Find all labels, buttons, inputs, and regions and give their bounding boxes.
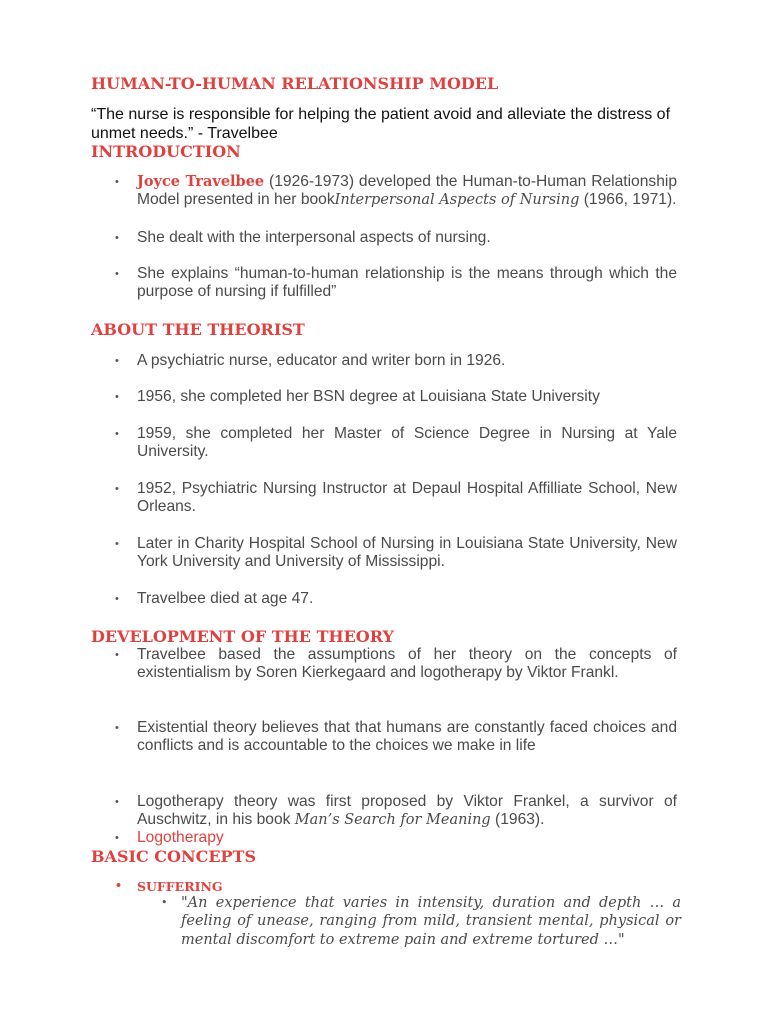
bullet: • — [115, 391, 119, 403]
heading-basic-concepts: BASIC CONCEPTS — [91, 847, 256, 866]
list-item — [115, 829, 677, 847]
list-item-text: Logotherapy theory was first proposed by Viktor Frankel, a survivor of Auschwitz, in his book — [137, 793, 677, 829]
definition-text: "An experience that varies in intensity, duration and depth … a feeling of unease, ranging from mild, transient mental, physical or mental discomfort to extreme pain and extreme tortured …" — [181, 895, 681, 948]
bullet: • — [115, 538, 119, 550]
list-item — [115, 425, 677, 462]
list-item-text: Later in Charity Hospital School of Nursing in Louisiana State University, New York University and University of Mississippi. — [137, 535, 677, 571]
list-item-text: (1926-1973) developed the Human-to-Human Relationship Model presented in her book — [137, 173, 678, 209]
list-item — [115, 388, 677, 406]
bullet: • — [115, 649, 119, 661]
heading-development-of-the-theory: DEVELOPMENT OF THE THEORY — [91, 627, 394, 646]
list-item-text: Existential theory believes that that humans are constantly faced choices and conflicts and is accountable to the choices we make in life — [137, 719, 677, 755]
list-item-text: 1959, she completed her Master of Science Degree in Nursing at Yale University. — [137, 425, 677, 461]
bullet: • — [115, 879, 123, 892]
bullet: • — [115, 722, 119, 734]
list-item-text: She dealt with the interpersonal aspects of nursing. — [137, 229, 491, 246]
list-item — [115, 719, 677, 756]
bullet: • — [115, 176, 119, 188]
list-item — [115, 646, 677, 683]
list-item-text: Travelbee based the assumptions of her theory on the concepts of existentialism by Soren Kierkegaard and logotherapy by Viktor Frankl. — [137, 646, 677, 682]
list-item-text: 1952, Psychiatric Nursing Instructor at Depaul Hospital Affilliate School, New Orleans. — [137, 480, 677, 516]
bullet: • — [115, 796, 119, 808]
bullet: • — [115, 268, 119, 280]
list-item-text: A psychiatric nurse, educator and writer born in 1926. — [137, 352, 506, 369]
opening-quote: “The nurse is responsible for helping the patient avoid and alleviate the distress of unmet needs.” - Travelbee — [91, 106, 671, 142]
list-item — [115, 480, 677, 517]
page-title: HUMAN-TO-HUMAN RELATIONSHIP MODEL — [91, 74, 499, 93]
list-item — [115, 173, 678, 210]
list-item — [115, 265, 677, 302]
list-item — [115, 535, 677, 572]
list-item-text: (1966, 1971). — [579, 191, 677, 209]
bullet: • — [115, 232, 119, 244]
bullet: • — [115, 355, 119, 367]
concept-label-text: SUFFERING — [137, 879, 223, 894]
bullet: • — [115, 593, 119, 605]
list-item-text: She explains “human-to-human relationship is the means through which the purpose of nursing if fulfilled” — [137, 265, 677, 301]
book-title: Interpersonal Aspects of Nursing — [334, 192, 580, 209]
concept-label-suffering — [115, 879, 223, 894]
list-item — [115, 590, 677, 608]
bullet: • — [115, 428, 119, 440]
book-title: Man’s Search for Meaning — [294, 812, 491, 829]
list-item-text: Travelbee died at age 47. — [137, 590, 314, 607]
bullet: • — [161, 896, 168, 909]
heading-introduction: INTRODUCTION — [91, 142, 241, 161]
bullet: • — [115, 832, 119, 844]
list-item — [115, 793, 677, 830]
bullet: • — [115, 483, 119, 495]
list-item — [115, 229, 677, 247]
list-item-text: Logotherapy — [137, 829, 224, 846]
heading-about-the-theorist: ABOUT THE THEORIST — [91, 320, 305, 339]
suffering-definition — [161, 894, 681, 949]
theorist-name: Joyce Travelbee — [137, 173, 265, 190]
list-item-text: 1956, she completed her BSN degree at Louisiana State University — [137, 388, 600, 405]
list-item-text: (1963). — [490, 811, 545, 829]
list-item — [115, 352, 677, 370]
